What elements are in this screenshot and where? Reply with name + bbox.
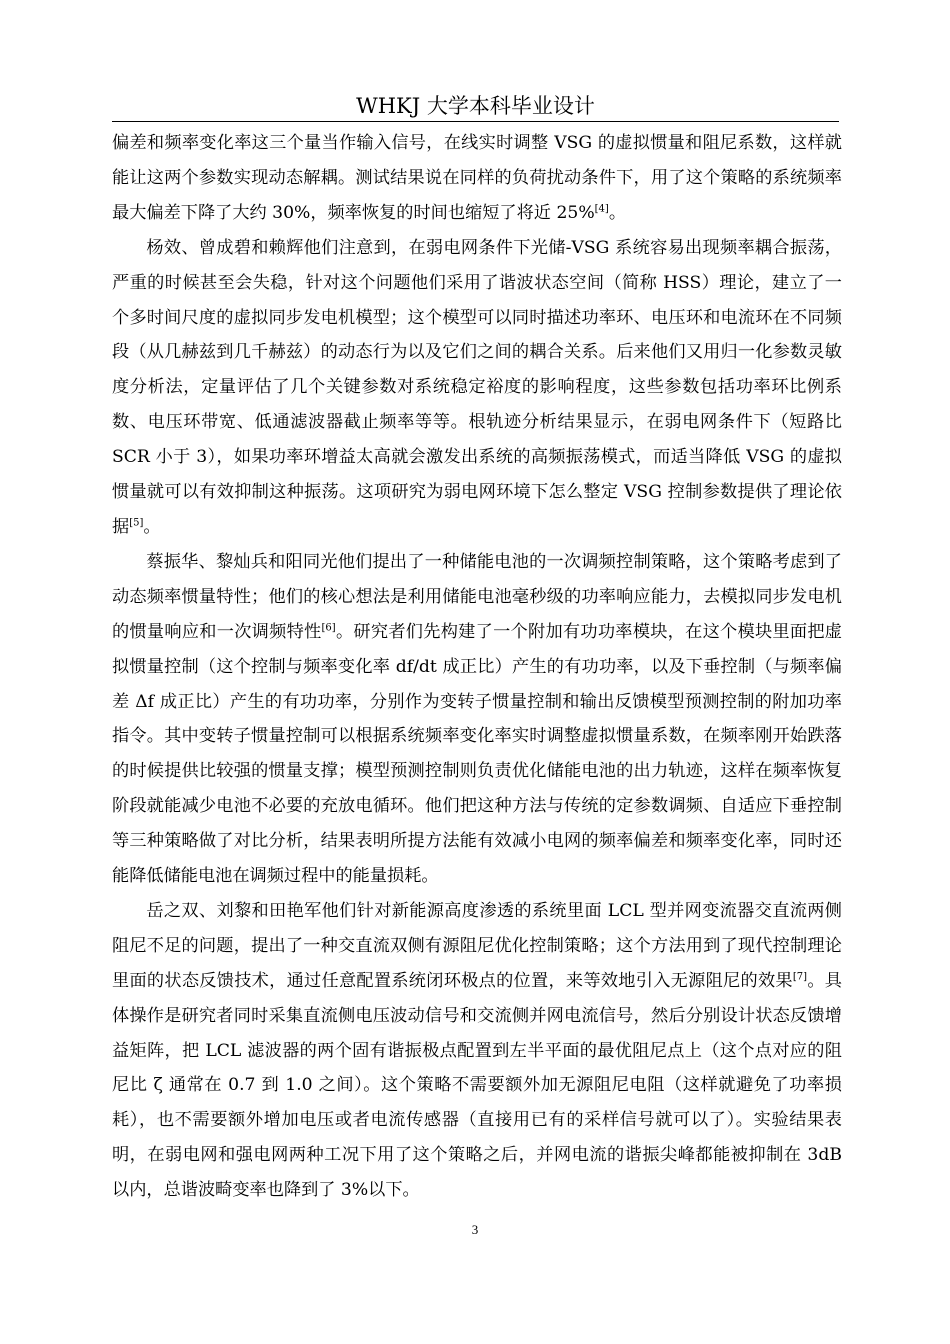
paragraph-text: 。具体操作是研究者同时采集直流侧电压波动信号和交流侧并网电流信号，然后分别设计状态反馈增益矩阵，把 LCL 滤波器的两个固有谐振极点配置到左半平面的最优阻尼点上（这个点对应的阻尼比 ζ 通常在 0.7 到 1.0 之间）。这个策略不需要额外加无源阻尼电阻（这样就避免了功率损耗），也不需要额外增加电压或者电流传感器（直接用已有的采样信号就可以了）。实验结果表明，在弱电网和强电网两种工况下用了这个策略之后，并网电流的谐振尖峰都能被抑制在 3dB 以内，总谐波畸变率也降到了 3%以下。 <box>112 970 842 1201</box>
paragraph-text: 蔡振华、黎灿兵和阳同光他们提出了一种储能电池的一次调频控制策略，这个策略考虑到了动态频率惯量特性；他们的核心想法是利用储能电池毫秒级的功率响应能力，去模拟同步发电机的惯量响应和一次调频特性 <box>112 551 842 642</box>
paragraph-text: 。 <box>608 202 627 223</box>
paragraph-3 <box>112 545 842 894</box>
body-text <box>112 126 842 1208</box>
citation: [6] <box>321 621 336 633</box>
paragraph-text: 杨效、曾成碧和赖辉他们注意到，在弱电网条件下光储-VSG 系统容易出现频率耦合振荡，严重的时候甚至会失稳，针对这个问题他们采用了谐波状态空间（简称 HSS）理论，建立了一个多时间尺度的虚拟同步发电机模型；这个模型可以同时描述功率环、电压环和电流环在不同频段（从几赫兹到几千赫兹）的动态行为以及它们之间的耦合关系。后来他们又用归一化参数灵敏度分析法，定量评估了几个关键参数对系统稳定裕度的影响程度，这些参数包括功率环比例系数、电压环带宽、低通滤波器截止频率等等。根轨迹分析结果显示，在弱电网条件下（短路比 SCR 小于 3），如果功率环增益太高就会激发出系统的高频振荡模式，而适当降低 VSG 的虚拟惯量就可以有效抑制这种振荡。这项研究为弱电网环境下怎么整定 VSG 控制参数提供了理论依据 <box>112 237 842 537</box>
page-header: WHKJ 大学本科毕业设计 <box>356 94 595 118</box>
paragraph-1 <box>112 126 842 231</box>
header-rule <box>112 121 839 122</box>
paragraph-text: 。 <box>143 516 161 537</box>
page-number: 3 <box>471 1222 479 1237</box>
citation: [5] <box>129 517 144 529</box>
paragraph-text: 岳之双、刘黎和田艳军他们针对新能源高度渗透的系统里面 LCL 型并网变流器交直流两侧阻尼不足的问题，提出了一种交直流双侧有源阻尼优化控制策略；这个方法用到了现代控制理论里面的状态反馈技术，通过任意配置系统闭环极点的位置，来等效地引入无源阻尼的效果 <box>112 900 842 991</box>
paragraph-4 <box>112 894 842 1208</box>
citation: [7] <box>792 971 808 983</box>
paragraph-text: 。研究者们先构建了一个附加有功功率模块，在这个模块里面把虚拟惯量控制（这个控制与频率变化率 df/dt 成正比）产生的有功功率，以及下垂控制（与频率偏差 Δf 成正比）产生的有功功率，分别作为变转子惯量控制和输出反馈模型预测控制的附加功率指令。其中变转子惯量控制可以根据系统频率变化率实时调整虚拟惯量系数，在频率刚开始跌落的时候提供比较强的惯量支撑；模型预测控制则负责优化储能电池的出力轨迹，这样在频率恢复阶段就能减少电池不必要的充放电循环。他们把这种方法与传统的定参数调频、自适应下垂控制等三种策略做了对比分析，结果表明所提方法能有效减小电网的频率偏差和频率变化率，同时还能降低储能电池在调频过程中的能量损耗。 <box>112 621 842 887</box>
paragraph-2 <box>112 231 842 545</box>
citation: [4] <box>594 203 609 215</box>
paragraph-text: 偏差和频率变化率这三个量当作输入信号，在线实时调整 VSG 的虚拟惯量和阻尼系数，这样就能让这两个参数实现动态解耦。测试结果说在同样的负荷扰动条件下，用了这个策略的系统频率最大偏差下降了大约 30%，频率恢复的时间也缩短了将近 25% <box>112 133 842 223</box>
